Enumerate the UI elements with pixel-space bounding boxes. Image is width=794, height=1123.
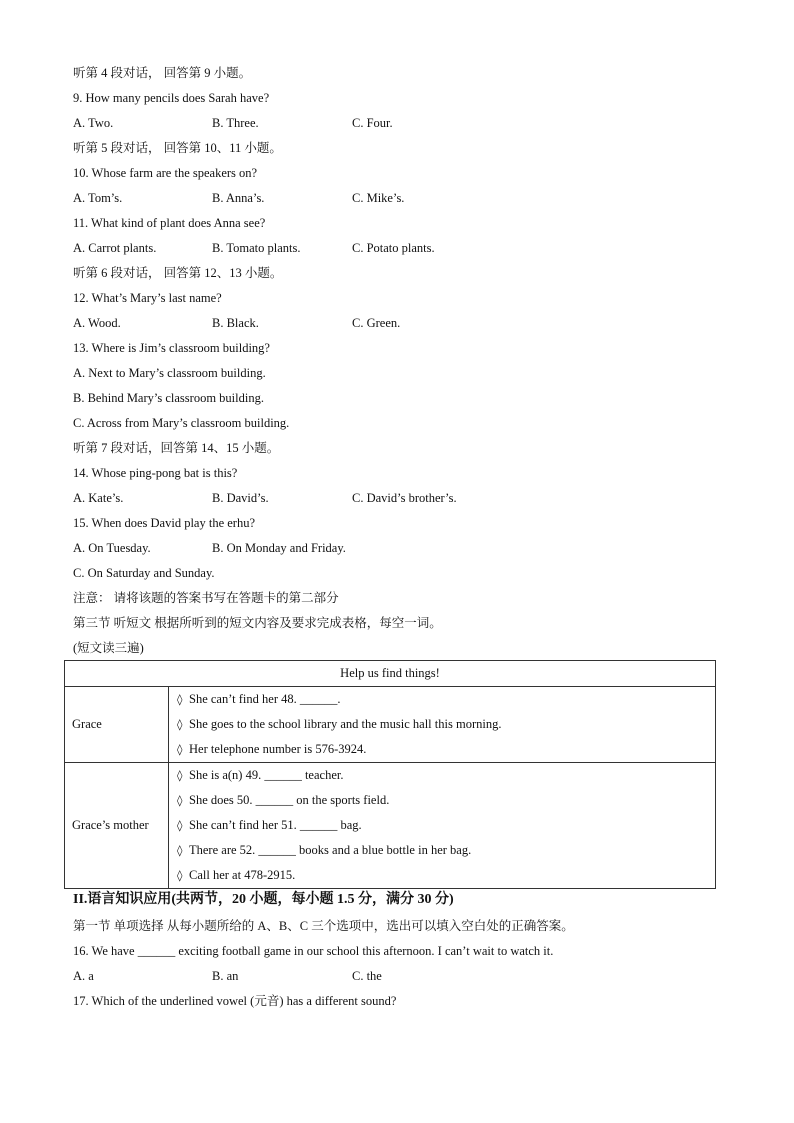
list-item: ◊ She does 50. ______ on the sports field. (169, 788, 715, 813)
section-3-heading: 第三节 听短文 根据所听到的短文内容及要求完成表格，每空一词。 (73, 616, 442, 630)
question-14: 14. Whose ping-pong bat is this? (73, 466, 238, 480)
q9-option-c: C. Four. (352, 116, 393, 130)
q15-option-b: B. On Monday and Friday. (212, 541, 346, 555)
q11-option-c: C. Potato plants. (352, 241, 435, 255)
diamond-bullet-icon: ◊ (177, 794, 183, 807)
q16-option-c: C. the (352, 969, 382, 983)
diamond-bullet-icon: ◊ (177, 769, 183, 782)
question-13: 13. Where is Jim’s classroom building? (73, 341, 270, 355)
q12-option-c: C. Green. (352, 316, 401, 330)
part-ii-heading: II.语言知识应用(共两节，20 小题，每小题 1.5 分，满分 30 分) (73, 892, 454, 907)
list-item: ◊ She can’t find her 48. ______. (169, 687, 715, 712)
answer-note: 注意： 请将该题的答案书写在答题卡的第二部分 (73, 591, 339, 605)
list-item: ◊ She goes to the school library and the music hall this morning. (169, 712, 715, 737)
table-row (65, 763, 716, 889)
q14-option-c: C. David’s brother’s. (352, 491, 457, 505)
section-instruction-7: 听第 7 段对话，回答第 14、15 小题。 (73, 441, 280, 455)
diamond-bullet-icon: ◊ (177, 743, 183, 756)
table-title: Help us find things! (65, 661, 716, 687)
diamond-bullet-icon: ◊ (177, 819, 183, 832)
q13-option-b: B. Behind Mary’s classroom building. (73, 391, 264, 405)
list-item: ◊ There are 52. ______ books and a blue bottle in her bag. (169, 838, 715, 863)
q14-option-a: A. Kate’s. (73, 491, 124, 505)
question-17: 17. Which of the underlined vowel (元音) has a different sound? (73, 994, 397, 1008)
q13-option-c: C. Across from Mary’s classroom building. (73, 416, 290, 430)
list-item: ◊ She can’t find her 51. ______ bag. (169, 813, 715, 838)
q14-option-b: B. David’s. (212, 491, 269, 505)
question-9: 9. How many pencils does Sarah have? (73, 91, 270, 105)
q10-option-b: B. Anna’s. (212, 191, 265, 205)
row-items (169, 687, 716, 763)
question-12: 12. What’s Mary’s last name? (73, 291, 222, 305)
row-items (169, 763, 716, 889)
part-ii-section-1: 第一节 单项选择 从每小题所给的 A、B、C 三个选项中，选出可以填入空白处的正确答案。 (73, 919, 574, 933)
q11-option-a: A. Carrot plants. (73, 241, 157, 255)
question-11: 11. What kind of plant does Anna see? (73, 216, 266, 230)
question-15: 15. When does David play the erhu? (73, 516, 256, 530)
diamond-bullet-icon: ◊ (177, 844, 183, 857)
q11-option-b: B. Tomato plants. (212, 241, 301, 255)
question-10: 10. Whose farm are the speakers on? (73, 166, 258, 180)
section-3-subnote: (短文读三遍) (73, 641, 144, 655)
diamond-bullet-icon: ◊ (177, 718, 183, 731)
row-name-graces-mother: Grace’s mother (65, 763, 169, 889)
q10-option-a: A. Tom’s. (73, 191, 123, 205)
q12-option-b: B. Black. (212, 316, 259, 330)
row-name-grace: Grace (65, 687, 169, 763)
list-item: ◊ Her telephone number is 576-3924. (169, 737, 715, 762)
q13-option-a: A. Next to Mary’s classroom building. (73, 366, 266, 380)
list-item: ◊ She is a(n) 49. ______ teacher. (169, 763, 715, 788)
q10-option-c: C. Mike’s. (352, 191, 405, 205)
section-instruction-5: 听第 5 段对话， 回答第 10、11 小题。 (73, 141, 282, 155)
section-instruction-4: 听第 4 段对话， 回答第 9 小题。 (73, 66, 252, 80)
diamond-bullet-icon: ◊ (177, 693, 183, 706)
diamond-bullet-icon: ◊ (177, 869, 183, 882)
question-16: 16. We have ______ exciting football game in our school this afternoon. I can’t wait to watch it. (73, 944, 554, 958)
q16-option-b: B. an (212, 969, 239, 983)
help-find-table (64, 660, 716, 889)
q15-option-a: A. On Tuesday. (73, 541, 151, 555)
q16-option-a: A. a (73, 969, 94, 983)
list-item: ◊ Call her at 478-2915. (169, 863, 715, 888)
table-row (65, 687, 716, 763)
section-instruction-6: 听第 6 段对话， 回答第 12、13 小题。 (73, 266, 283, 280)
q15-option-c: C. On Saturday and Sunday. (73, 566, 215, 580)
q12-option-a: A. Wood. (73, 316, 121, 330)
q9-option-b: B. Three. (212, 116, 259, 130)
q9-option-a: A. Two. (73, 116, 114, 130)
